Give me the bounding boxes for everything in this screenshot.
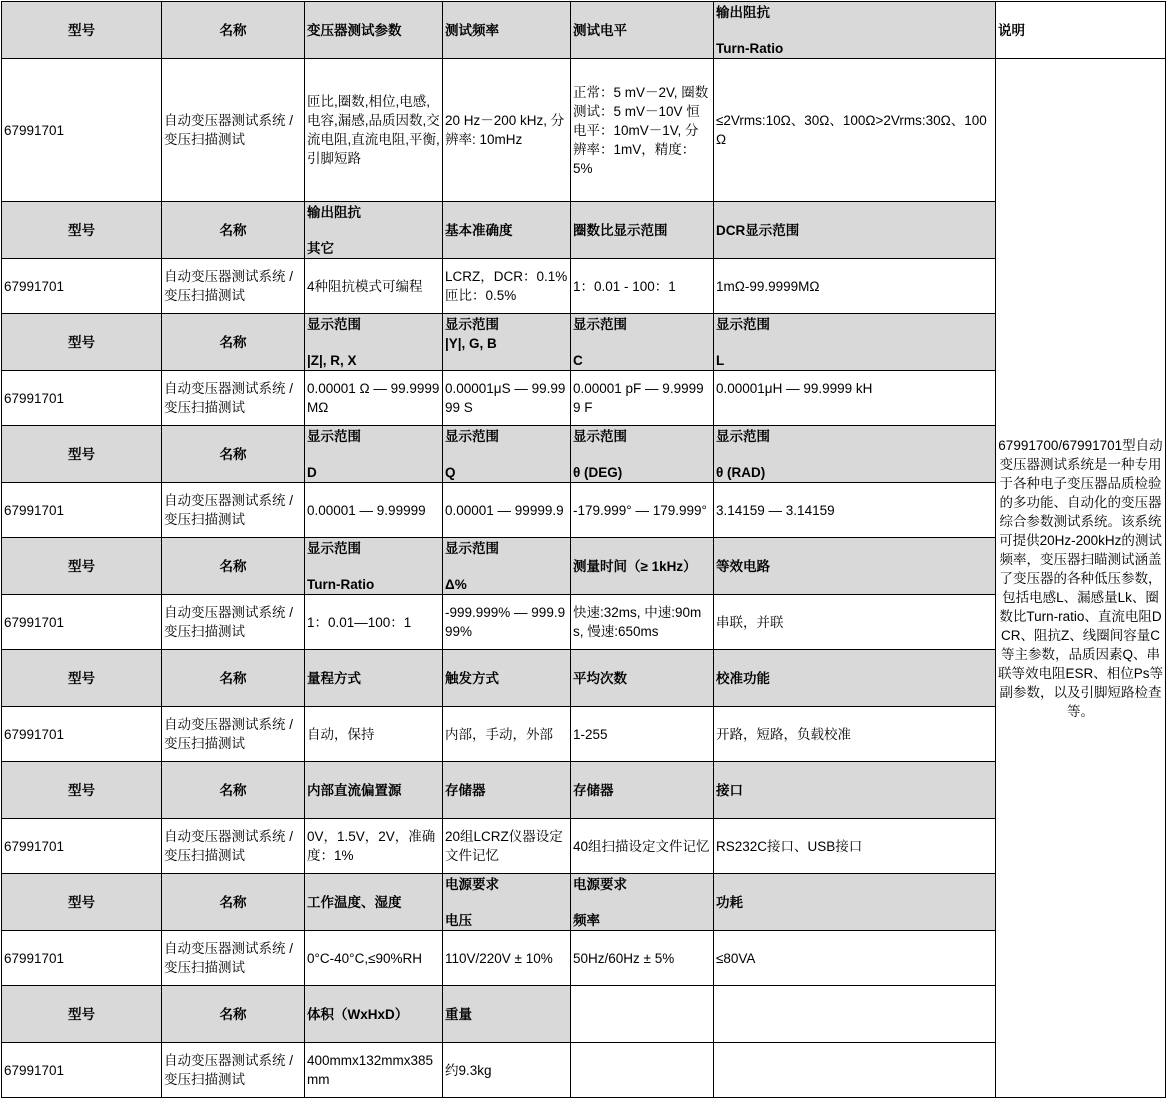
cell-calibration: 开路，短路，负载校准 <box>714 707 996 762</box>
cell-name: 自动变压器测试系统 / 变压扫描测试 <box>162 59 305 202</box>
header-trigger-mode: 触发方式 <box>443 650 571 707</box>
header-row-8 <box>2 874 1166 931</box>
header-row-6 <box>2 650 1166 707</box>
spec-table <box>1 1 1166 1098</box>
cell-memory-1: 20组LCRZ仪器设定文件记忆 <box>443 819 571 874</box>
cell-trigger-mode: 内部，手动，外部 <box>443 707 571 762</box>
cell-range-z: 0.00001 Ω — 99.9999 MΩ <box>305 371 443 426</box>
header-dcr-range: DCR显示范围 <box>714 202 996 259</box>
cell-range-mode: 自动，保持 <box>305 707 443 762</box>
header-basic-accuracy: 基本准确度 <box>443 202 571 259</box>
header-name: 名称 <box>162 538 305 595</box>
header-output-impedance: 输出阻抗 Turn-Ratio <box>714 2 996 59</box>
header-model: 型号 <box>2 650 162 707</box>
data-row-1 <box>2 59 1166 202</box>
cell-average-count: 1-255 <box>571 707 714 762</box>
header-weight: 重量 <box>443 986 571 1043</box>
cell-range-c: 0.00001 pF — 9.99999 F <box>571 371 714 426</box>
header-range-turn-ratio: 显示范围 Turn-Ratio <box>305 538 443 595</box>
data-row-8 <box>2 931 1166 986</box>
cell-power-voltage: 110V/220V ± 10% <box>443 931 571 986</box>
cell-model: 67991701 <box>2 595 162 650</box>
cell-range-delta: -999.999% — 999.999% <box>443 595 571 650</box>
cell-dcr-range: 1mΩ-99.9999MΩ <box>714 259 996 314</box>
header-range-delta: 显示范围 Δ% <box>443 538 571 595</box>
cell-model: 67991701 <box>2 371 162 426</box>
data-row-2 <box>2 259 1166 314</box>
cell-range-y: 0.00001μS — 99.9999 S <box>443 371 571 426</box>
cell-measure-time: 快速:32ms, 中速:90ms, 慢速:650ms <box>571 595 714 650</box>
header-equivalent-circuit: 等效电路 <box>714 538 996 595</box>
header-name: 名称 <box>162 986 305 1043</box>
cell-name: 自动变压器测试系统 / 变压扫描测试 <box>162 483 305 538</box>
header-measure-time: 测量时间（≥ 1kHz） <box>571 538 714 595</box>
header-model: 型号 <box>2 202 162 259</box>
data-row-7 <box>2 819 1166 874</box>
header-memory-2: 存储器 <box>571 762 714 819</box>
header-name: 名称 <box>162 650 305 707</box>
cell-range-turn-ratio: 1：0.01—100：1 <box>305 595 443 650</box>
cell-dc-bias: 0V，1.5V，2V，准确度：1% <box>305 819 443 874</box>
cell-output-impedance: ≤2Vrms:10Ω、30Ω、100Ω>2Vrms:30Ω、100Ω <box>714 59 996 202</box>
header-range-l: 显示范围 L <box>714 314 996 371</box>
cell-equivalent-circuit: 串联，并联 <box>714 595 996 650</box>
header-range-d: 显示范围 D <box>305 426 443 483</box>
cell-model: 67991701 <box>2 931 162 986</box>
cell-model: 67991701 <box>2 483 162 538</box>
header-power-consumption: 功耗 <box>714 874 996 931</box>
cell-model: 67991701 <box>2 259 162 314</box>
cell-range-theta-deg: -179.999° — 179.999° <box>571 483 714 538</box>
cell-impedance-modes: 4种阻抗模式可编程 <box>305 259 443 314</box>
data-row-3 <box>2 371 1166 426</box>
cell-name: 自动变压器测试系统 / 变压扫描测试 <box>162 259 305 314</box>
header-row-7 <box>2 762 1166 819</box>
empty-cell <box>571 1043 714 1098</box>
data-row-6 <box>2 707 1166 762</box>
header-range-c: 显示范围 C <box>571 314 714 371</box>
description-text: 67991700/67991701型自动变压器测试系统是一种专用于各种电子变压器品质检验的多功能、自动化的变压器综合参数测试系统。该系统可提供20Hz-200kHz的测试频率，变压器扫瞄测试涵盖了变压器的各种低压参数，包括电感L、漏感量Lk、圈数比Turn-ratio、直流电阻DCR、阻抗Z、线圈间容量C等主参数，品质因素Q、串联等效电阻ESR、相位Ps等副参数，以及引脚短路检查等。 <box>996 59 1166 1098</box>
cell-name: 自动变压器测试系统 / 变压扫描测试 <box>162 707 305 762</box>
cell-turns-ratio-range: 1：0.01 - 100：1 <box>571 259 714 314</box>
cell-interface: RS232C接口、USB接口 <box>714 819 996 874</box>
header-name: 名称 <box>162 2 305 59</box>
cell-memory-2: 40组扫描设定文件记忆 <box>571 819 714 874</box>
cell-model: 67991701 <box>2 59 162 202</box>
header-model: 型号 <box>2 2 162 59</box>
header-row-4 <box>2 426 1166 483</box>
cell-test-level: 正常：5 mV－2V, 圈数测试：5 mV－10V 恒电平：10mV－1V, 分辨率：1mV，精度：5% <box>571 59 714 202</box>
header-model: 型号 <box>2 538 162 595</box>
header-interface: 接口 <box>714 762 996 819</box>
header-range-mode: 量程方式 <box>305 650 443 707</box>
cell-name: 自动变压器测试系统 / 变压扫描测试 <box>162 595 305 650</box>
header-name: 名称 <box>162 202 305 259</box>
cell-dimensions: 400mmx132mmx385mm <box>305 1043 443 1098</box>
cell-name: 自动变压器测试系统 / 变压扫描测试 <box>162 1043 305 1098</box>
header-memory-1: 存储器 <box>443 762 571 819</box>
header-power-voltage: 电源要求 电压 <box>443 874 571 931</box>
header-model: 型号 <box>2 762 162 819</box>
data-row-4 <box>2 483 1166 538</box>
cell-power-consumption: ≤80VA <box>714 931 996 986</box>
header-name: 名称 <box>162 314 305 371</box>
header-test-frequency: 测试频率 <box>443 2 571 59</box>
header-row-9 <box>2 986 1166 1043</box>
header-range-y: 显示范围 |Y|, G, B <box>443 314 571 371</box>
cell-model: 67991701 <box>2 1043 162 1098</box>
cell-range-l: 0.00001μH — 99.9999 kH <box>714 371 996 426</box>
header-average-count: 平均次数 <box>571 650 714 707</box>
cell-weight: 约9.3kg <box>443 1043 571 1098</box>
header-name: 名称 <box>162 426 305 483</box>
header-row-2 <box>2 202 1166 259</box>
data-row-5 <box>2 595 1166 650</box>
header-test-level: 测试电平 <box>571 2 714 59</box>
header-output-impedance-other: 输出阻抗 其它 <box>305 202 443 259</box>
header-range-theta-deg: 显示范围 θ (DEG) <box>571 426 714 483</box>
cell-test-frequency: 20 Hz－200 kHz, 分辨率: 10mHz <box>443 59 571 202</box>
empty-cell <box>571 986 714 1043</box>
cell-name: 自动变压器测试系统 / 变压扫描测试 <box>162 819 305 874</box>
cell-operating-temp: 0°C-40°C,≤90%RH <box>305 931 443 986</box>
header-row-5 <box>2 538 1166 595</box>
header-dc-bias: 内部直流偏置源 <box>305 762 443 819</box>
header-model: 型号 <box>2 986 162 1043</box>
header-range-theta-rad: 显示范围 θ (RAD) <box>714 426 996 483</box>
empty-cell <box>714 1043 996 1098</box>
cell-basic-accuracy: LCRZ，DCR：0.1% 匝比：0.5% <box>443 259 571 314</box>
header-model: 型号 <box>2 314 162 371</box>
cell-range-theta-rad: 3.14159 — 3.14159 <box>714 483 996 538</box>
header-range-z: 显示范围 |Z|, R, X <box>305 314 443 371</box>
header-range-q: 显示范围 Q <box>443 426 571 483</box>
header-transformer-params: 变压器测试参数 <box>305 2 443 59</box>
header-model: 型号 <box>2 426 162 483</box>
cell-model: 67991701 <box>2 819 162 874</box>
header-model: 型号 <box>2 874 162 931</box>
cell-transformer-params: 匝比,圈数,相位,电感,电容,漏感,品质因数,交流电阻,直流电阻,平衡,引脚短路 <box>305 59 443 202</box>
header-name: 名称 <box>162 874 305 931</box>
header-power-frequency: 电源要求 频率 <box>571 874 714 931</box>
cell-power-frequency: 50Hz/60Hz ± 5% <box>571 931 714 986</box>
cell-range-q: 0.00001 — 99999.9 <box>443 483 571 538</box>
header-description: 说明 <box>996 2 1166 59</box>
empty-cell <box>714 986 996 1043</box>
header-row-3 <box>2 314 1166 371</box>
cell-model: 67991701 <box>2 707 162 762</box>
cell-range-d: 0.00001 — 9.99999 <box>305 483 443 538</box>
cell-name: 自动变压器测试系统 / 变压扫描测试 <box>162 371 305 426</box>
header-row-1 <box>2 2 1166 59</box>
header-dimensions: 体积（WxHxD） <box>305 986 443 1043</box>
header-operating-temp: 工作温度、湿度 <box>305 874 443 931</box>
header-calibration: 校准功能 <box>714 650 996 707</box>
data-row-9 <box>2 1043 1166 1098</box>
cell-name: 自动变压器测试系统 / 变压扫描测试 <box>162 931 305 986</box>
header-name: 名称 <box>162 762 305 819</box>
header-turns-ratio-range: 圈数比显示范围 <box>571 202 714 259</box>
